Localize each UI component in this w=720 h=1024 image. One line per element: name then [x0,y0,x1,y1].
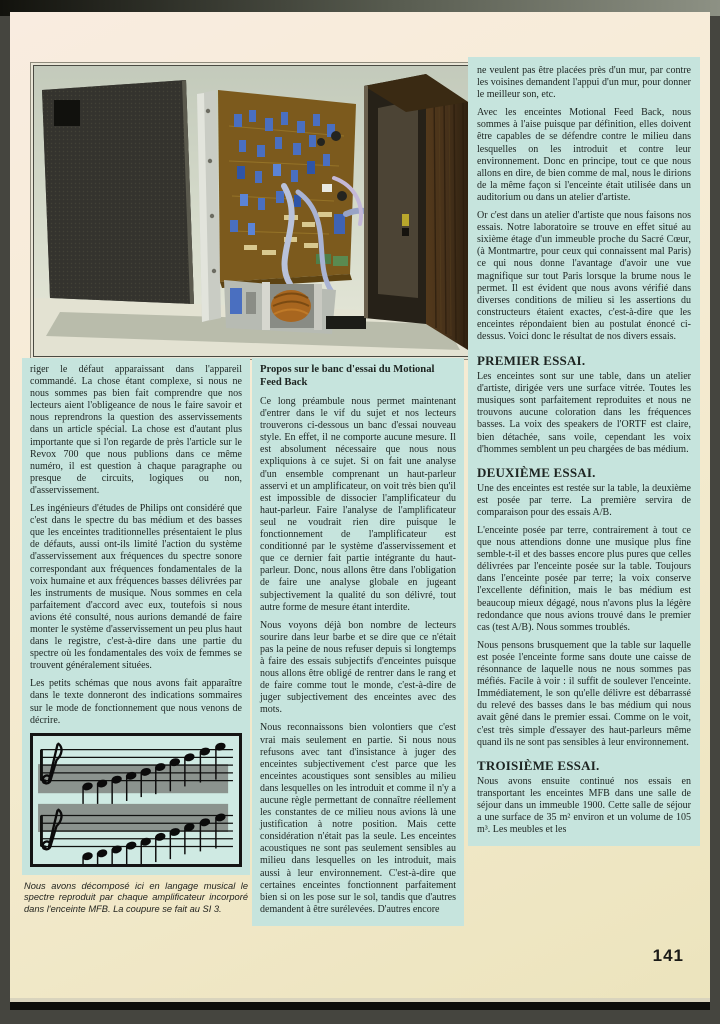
left-column-wrap [22,358,250,915]
magazine-page [10,12,710,998]
heading-deuxieme-essai: DEUXIÈME ESSAI. [477,464,596,480]
essai1-paragraph-1: Les enceintes sont sur une table, dans un atelier d'artiste, dirigée vers une surface vitrée. Toutes les musiques sont parfaitement reproduites et nous ne trouvons aucune coloration dans les fréquences basses. La voix des speakers de l'ORTF est claire, bien détachée, sans voile, cependant les voix d'hommes semblent un peu chargées de bas médium. [477,371,691,455]
speaker-photo-frame [30,62,472,360]
middle-column [252,358,464,926]
left-column [22,358,250,875]
speaker-grille [42,80,194,304]
figure-caption: Nous avons décomposé ici en langage musical le spectre reproduit par chaque amplificateur incorporé dans l'enceinte MFB. La coupure se fait au SI 3. [24,880,248,914]
left-paragraph-3: Les petits schémas que nous avons fait apparaître dans le texte donneront des indications sommaires sur le mode de fonctionnement que nous venons de décrire. [30,678,242,726]
right-intro-paragraph-1: ne veulent pas être placées près d'un mur, par contre les voisines demandent l'appui d'un mur, pour donner le meilleur son, etc. [477,65,691,101]
essai3-paragraph-1: Nous avons ensuite continué nos essais en transportant les enceintes MFB dans une salle de séjour dans un immeuble 1900. Cette salle de séjour a une surface de 35 m² environ et un volume de 105 m³. Les meubles et les [477,775,691,836]
speaker-cabinet [364,74,468,350]
page-number: 141 [652,946,684,965]
connector-strip [326,316,366,329]
speaker-photo [34,66,468,356]
music-figure [30,733,242,867]
transformer-coil [262,282,322,330]
essai2-paragraph-2: L'enceinte posée par terre, contrairement à tout ce que nous attendions donne une musique plus fine semble-t-il et des basses encore plus pures que celles délivrées par l'enceinte posée sur la table. Toujours dans l'enceinte posée par terre; la voix conserve l'excellente définition, mais le bas médium est beaucoup mieux dégagé, nous n'avons plus la légère redondance que nous avions trouvé dans le premier cas (test A/B). Nous sommes troublés. [477,525,691,633]
cabinet-side-panel [426,74,468,350]
staff-2-highlight-band [38,804,228,832]
pcb-relay [322,184,332,192]
filter-capacitor [230,288,242,314]
heading-premier-essai: PREMIER ESSAI. [477,353,586,369]
right-intro-paragraph-2: Avec les enceintes Motional Feed Back, nous sommes à l'aise puisque par définition, elles doivent être capables de se défendre contre le milieu dans lesquelles on les introduit et contre leur environnement. Donc en principe, tout ce que nous allons en dire, de bien comme de mal, nous le dirions de la même façon si l'enceinte était utilisée dans un auditorium ou dans un atelier d'artiste. [477,107,691,203]
middle-paragraph-2: Nous voyons déjà bon nombre de lecteurs sourire dans leur barbe et se dire que ce n'était pas la peine de nous refuser depuis si longtemps à faire des essais subjectifs d'enceintes puisque nous allons être obligé de rentrer dans le rang et de faire comme tout le monde, c'est-à-dire de juger subjectivement des enceintes avec des mots. [260,619,456,716]
cabinet-interior [378,100,418,298]
tweeter-cutout [54,100,80,126]
right-column [468,57,700,846]
barline [40,815,43,846]
left-paragraph-2: Les ingénieurs d'études de Philips ont considéré que c'est dans le spectre du bas médium et des basses que les enceintes traditionnelles présentaient le plus de défauts, aussi ont-ils limité l'action du système d'asservissement aux fréquences du spectre sonore correspondant aux fréquences fondamentales de la voix humaine et aux fréquences basses délivrées par les instruments de musique. Nous sommes en cela parfaitement d'accord avec eux, toutefois si nous avions été consulté, nous aurions demandé de faire monter le système d'asservissement un peu plus haut dans le registre, c'est-à-dire dans une partie du spectre où les fondamentales des voix de femmes se trouvent généralement situées. [30,503,242,672]
left-paragraph-1: riger le défaut apparaissant dans l'appareil commandé. La chose étant complexe, si nous ne nous sommes pas bien fait comprendre que nos lecteurs aient l'obligeance de nous le faire savoir et nous reprendrons la question des asservissements dans un article spécial. La chose est d'autant plus importante que si l'on regarde de près l'article sur le Revox 700 que nous publions dans ce même numéro, il est question à chaque paragraphe ou presque de circuits, logiques ou non, d'asservissement. [30,364,242,496]
heading-troisieme-essai: TROISIÈME ESSAI. [477,757,600,773]
essai2-paragraph-3: Nous pensons brusquement que la table sur laquelle est posée l'enceinte forme sans doute une caisse de résonnance de laquelle nous ne nous sommes pas méfiés. Facile à voir : il suffit de soulever l'enceinte. Immédiatement, le son qu'elle délivre est débarrassé du relevé des basses dans le bas médium qui nous avait gêné dans le premier essai. Comme on le voit, c'est très simple d'essayer des haut-parleurs même quand ils ne sont pas sensibles à leur environnement. [477,639,691,748]
staff-1 [38,742,233,811]
middle-paragraph-1: Ce long préambule nous permet maintenant d'entrer dans le vif du sujet et nos lecteurs trouverons ci-dessous un banc d'essai nouveau style. En effet, il ne comporte aucune mesure. Il est absolument nécessaire que nous nous expliquions à ce sujet. Si on fait une analyse d'un ensemble comprenant un haut-parleur asservi et un amplificateur, on voit très bien qu'il est impossible de dissocier l'amplificateur du haut-parleur. Faire l'analyse de l'amplificateur seul ne voudrait rien dire puisque le fonctionnement de l'amplificateur est conditionné par le système d'asservissement et que ce dernier fait partie intégrante du haut-parleur. Donc, nous allons être dans l'obligation de faire une analyse globale en jugeant subjectivement la qualité du son délivré, tout autre forme de mesure étant interdite. [260,396,456,613]
staff-2 [38,804,233,864]
essai2-paragraph-1: Une des enceintes est restée sur la table, la deuxième est posée par terre. La première servira de comparaison pour des essais A/B. [477,482,691,518]
right-intro-paragraph-3: Or c'est dans un atelier d'artiste que nous faisons nos essais. Notre laboratoire se trouve en effet situé au sixième étage d'un immeuble proche du Sacré Cœur, (à Montmartre, pour ceux qui connaissent mal Paris) ce qui nous donne l'avantage d'avoir une vue magnifique sur tout Paris lorsque la brume nous le permet. Il est évident que nous avons vérifié dans diverses conditions de milieu si les assertions du constructeurs étaient exactes, c'est-à-dire que les enceintes répondaient bien au postulat énoncé ci-dessus. Voici donc le résultat de nos divers essais. [477,210,691,342]
middle-column-heading: Propos sur le banc d'essai du Motional Feed Back [260,364,435,388]
middle-paragraph-3: Nous reconnaissons bien volontiers que c'est vrai mais seulement en partie. Si nous nous refusons avec tant d'insistance à juger des enceintes subjectivement c'est parce que les enceintes acoustiques sont sensibles au milieu dans lesquelles on les introduit et comme il n'y a aucune règle permettant de connaître réellement les constantes de ce milieu nous avions là une justification à notre position. Mais cette considération n'était pas la seule. Les enceintes acoustiques ne sont pas seulement sensibles au milieu dans lesquelles on les introduit, mais aussi à leur environnement. C'est-à-dire que certaines enceintes fonctionnent parfaitement bien si on les pose sur le sol, tandis que d'autres demandent à être surélevées. D'autres encore [260,722,456,915]
barline [40,749,43,780]
